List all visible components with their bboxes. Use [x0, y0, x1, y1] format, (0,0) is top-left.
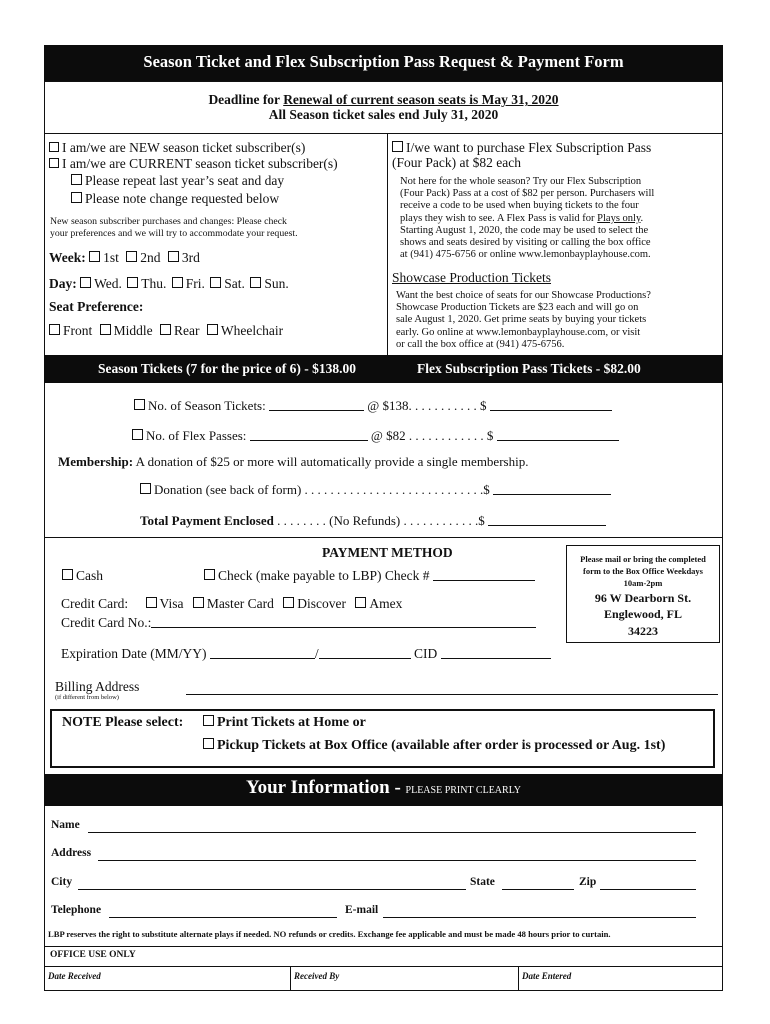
donation-amount-field[interactable] [493, 482, 611, 495]
form-title: Season Ticket and Flex Subscription Pass Request & Payment Form [143, 52, 624, 71]
check-number-field[interactable] [433, 568, 535, 581]
seat-option[interactable]: Wheelchair [207, 323, 283, 338]
city-field[interactable] [78, 889, 466, 890]
state-label: State [470, 876, 495, 888]
week-option[interactable]: 2nd [126, 250, 160, 265]
season-amount-field[interactable] [490, 398, 612, 411]
section-divider [44, 383, 45, 537]
checkbox-icon[interactable] [100, 324, 111, 335]
email-field[interactable] [383, 917, 696, 918]
week-option[interactable]: 1st [89, 250, 119, 265]
flex-price-label: Flex Subscription Pass Tickets - $82.00 [417, 361, 641, 376]
day-row [49, 276, 289, 292]
checkbox-icon[interactable] [127, 277, 138, 288]
zip-label: Zip [579, 876, 597, 888]
cash-option[interactable]: Cash [62, 568, 103, 584]
seat-option[interactable]: Middle [100, 323, 153, 338]
donation-row: Donation (see back of form) . . . . . . . . . . . . . . . . . . . . . . . . . . . .$ [140, 482, 611, 498]
pickup-option[interactable]: Pickup Tickets at Box Office (available after order is processed or Aug. 1st) [203, 738, 665, 754]
section-divider [722, 537, 723, 774]
checkbox-icon[interactable] [134, 399, 145, 410]
checkbox-icon[interactable] [210, 277, 221, 288]
name-label: Name [51, 819, 80, 831]
checkbox-icon[interactable] [250, 277, 261, 288]
office-divider [44, 966, 723, 967]
new-subscriber-option[interactable]: I am/we are NEW season ticket subscriber(s) [49, 140, 305, 156]
checkbox-icon[interactable] [49, 158, 59, 168]
expiration-month-field[interactable] [210, 646, 315, 659]
checkbox-icon[interactable] [126, 251, 137, 262]
day-option[interactable]: Sun. [250, 276, 288, 291]
section-divider [44, 537, 723, 538]
card-option[interactable]: Master Card [193, 596, 274, 611]
repeat-seat-option[interactable]: Please repeat last year’s seat and day [71, 173, 284, 189]
expiration-row: Expiration Date (MM/YY) / CID [61, 646, 551, 662]
checkbox-icon[interactable] [160, 324, 171, 335]
checkbox-icon[interactable] [207, 324, 218, 335]
print-at-home-option[interactable]: Print Tickets at Home or [203, 715, 366, 731]
sales-end: All Season ticket sales end July 31, 2020 [268, 107, 499, 122]
telephone-field[interactable] [109, 917, 337, 918]
section-divider [44, 537, 45, 774]
seat-option[interactable]: Front [49, 323, 92, 338]
week-option[interactable]: 3rd [168, 250, 200, 265]
checkbox-icon[interactable] [132, 429, 143, 440]
checkbox-icon[interactable] [49, 324, 60, 335]
seat-row [49, 323, 283, 339]
column-divider [387, 134, 388, 355]
mail-note: Please mail or bring the completed [580, 554, 706, 564]
day-option[interactable]: Fri. [172, 276, 205, 291]
day-label: Day: [49, 276, 77, 291]
checkbox-icon[interactable] [203, 715, 214, 726]
deadline-date: Renewal of current season seats is May 31, 2020 [283, 92, 559, 107]
zip-field[interactable] [600, 889, 696, 890]
checkbox-icon[interactable] [283, 597, 294, 608]
section-divider [722, 134, 723, 360]
deadline-prefix: Deadline for [208, 92, 284, 107]
flex-description: Not here for the whole season? Try our Flex Subscription (Four Pack) Pass at a cost of $82 per person. Purchasers will receive a code to be used when buying tickets to the four plays they wish to see. A Flex Pass is valid for Plays only. Starting August 1, 2020, the code may be used to select the shows and seats desired by visiting or calling the box office at (941) 475-6756 or online www.lemonbayplayhouse.com. [400, 176, 655, 261]
card-option[interactable]: Discover [283, 596, 346, 611]
mail-note: 10am-2pm [623, 578, 663, 588]
check-option[interactable]: Check (make payable to LBP) Check # [204, 568, 535, 584]
week-label: Week: [49, 250, 86, 265]
new-subscriber-note: your preferences and we will try to accommodate your request. [50, 228, 298, 239]
seat-option[interactable]: Rear [160, 323, 199, 338]
cid-field[interactable] [441, 646, 551, 659]
card-number-row: Credit Card No.: [61, 615, 536, 631]
section-divider [722, 383, 723, 537]
card-number-field[interactable] [151, 615, 536, 628]
disclaimer: LBP reserves the right to substitute alternate plays if needed. NO refunds or credits. Exchange fee applicable and must be made 48 hours prior to curtain. [48, 929, 611, 939]
checkbox-icon[interactable] [203, 738, 214, 749]
section-divider [44, 134, 45, 360]
membership-note: Membership: A donation of $25 or more will automatically provide a single membership. [58, 454, 529, 469]
checkbox-icon[interactable] [71, 174, 82, 185]
note-change-option[interactable]: Please note change requested below [71, 191, 279, 207]
card-option[interactable]: Visa [146, 596, 184, 611]
season-quantity-field[interactable] [269, 398, 364, 411]
checkbox-icon[interactable] [89, 251, 100, 262]
credit-card-row: Credit Card: Visa Master Card Discover Amex [61, 596, 403, 611]
date-received-label: Date Received [48, 971, 101, 981]
office-divider [518, 966, 519, 991]
mail-note: form to the Box Office Weekdays [582, 566, 703, 576]
checkbox-icon[interactable] [392, 141, 403, 152]
checkbox-icon[interactable] [193, 597, 204, 608]
new-subscriber-note: New season subscriber purchases and changes: Please check [50, 216, 287, 227]
box-office-address: 96 W Dearborn St. [594, 591, 692, 605]
email-label: E-mail [345, 904, 379, 916]
info-title: Your Information - PLEASE PRINT CLEARLY [245, 777, 522, 798]
city-label: City [51, 876, 73, 888]
showcase-title: Showcase Production Tickets [392, 270, 552, 285]
box-office-address: 34223 [628, 624, 658, 638]
billing-address-field[interactable] [186, 694, 718, 695]
expiration-year-field[interactable] [319, 646, 411, 659]
flex-pass-option-price: (Four Pack) at $82 each [392, 155, 521, 170]
total-row: Total Payment Enclosed . . . . . . . . (No Refunds) . . . . . . . . . . . .$ [140, 513, 606, 529]
current-subscriber-option[interactable]: I am/we are CURRENT season ticket subscriber(s) [49, 156, 338, 172]
checkbox-icon[interactable] [204, 569, 215, 580]
season-price-label: Season Tickets (7 for the price of 6) - $138.00 [98, 361, 356, 376]
flex-amount-field[interactable] [497, 428, 619, 441]
seat-preference-label: Seat Preference: [49, 299, 144, 314]
state-field[interactable] [502, 889, 574, 890]
day-option[interactable]: Thu. [127, 276, 166, 291]
office-divider [290, 966, 291, 991]
address-label: Address [51, 847, 92, 859]
checkbox-icon[interactable] [168, 251, 179, 262]
checkbox-icon[interactable] [146, 597, 157, 608]
office-use-box [44, 946, 723, 991]
delivery-label: NOTE Please select: [62, 715, 184, 730]
checkbox-icon[interactable] [140, 483, 151, 494]
showcase-description: Want the best choice of seats for our Showcase Productions? Showcase Production Tickets are $23 each and will go on sale August 1, 2020. Get prime seats by buying your tickets early. Go online at www.lemonbayplayhouse.com, or visit or call the box office at (941) 475-6756. [396, 290, 651, 350]
name-field[interactable] [88, 832, 696, 833]
checkbox-icon[interactable] [80, 277, 91, 288]
flex-pass-option[interactable]: I/we want to purchase Flex Subscription Pass [392, 140, 651, 156]
day-option[interactable]: Sat. [210, 276, 245, 291]
card-option[interactable]: Amex [355, 596, 402, 611]
total-amount-field[interactable] [488, 513, 606, 526]
box-office-address: Englewood, FL [603, 607, 682, 621]
billing-address-label: Billing Address [55, 679, 140, 694]
telephone-label: Telephone [51, 904, 102, 916]
billing-address-sublabel: (if different from below) [55, 694, 119, 701]
checkbox-icon[interactable] [172, 277, 183, 288]
payment-method-title: PAYMENT METHOD [322, 545, 453, 560]
season-quantity-row: No. of Season Tickets: @ $138. . . . . . . . . . . $ [134, 398, 612, 414]
day-option[interactable]: Wed. [80, 276, 122, 291]
checkbox-icon[interactable] [71, 192, 82, 203]
checkbox-icon[interactable] [49, 142, 59, 152]
week-row [49, 250, 200, 266]
flex-quantity-field[interactable] [250, 428, 368, 441]
address-field[interactable] [98, 860, 696, 861]
received-by-label: Received By [294, 971, 340, 981]
office-use-title: OFFICE USE ONLY [50, 950, 136, 960]
deadline-line [44, 92, 723, 108]
date-entered-label: Date Entered [522, 971, 572, 981]
checkbox-icon[interactable] [355, 597, 366, 608]
checkbox-icon[interactable] [62, 569, 73, 580]
flex-quantity-row: No. of Flex Passes: @ $82 . . . . . . . . . . . . $ [132, 428, 619, 444]
